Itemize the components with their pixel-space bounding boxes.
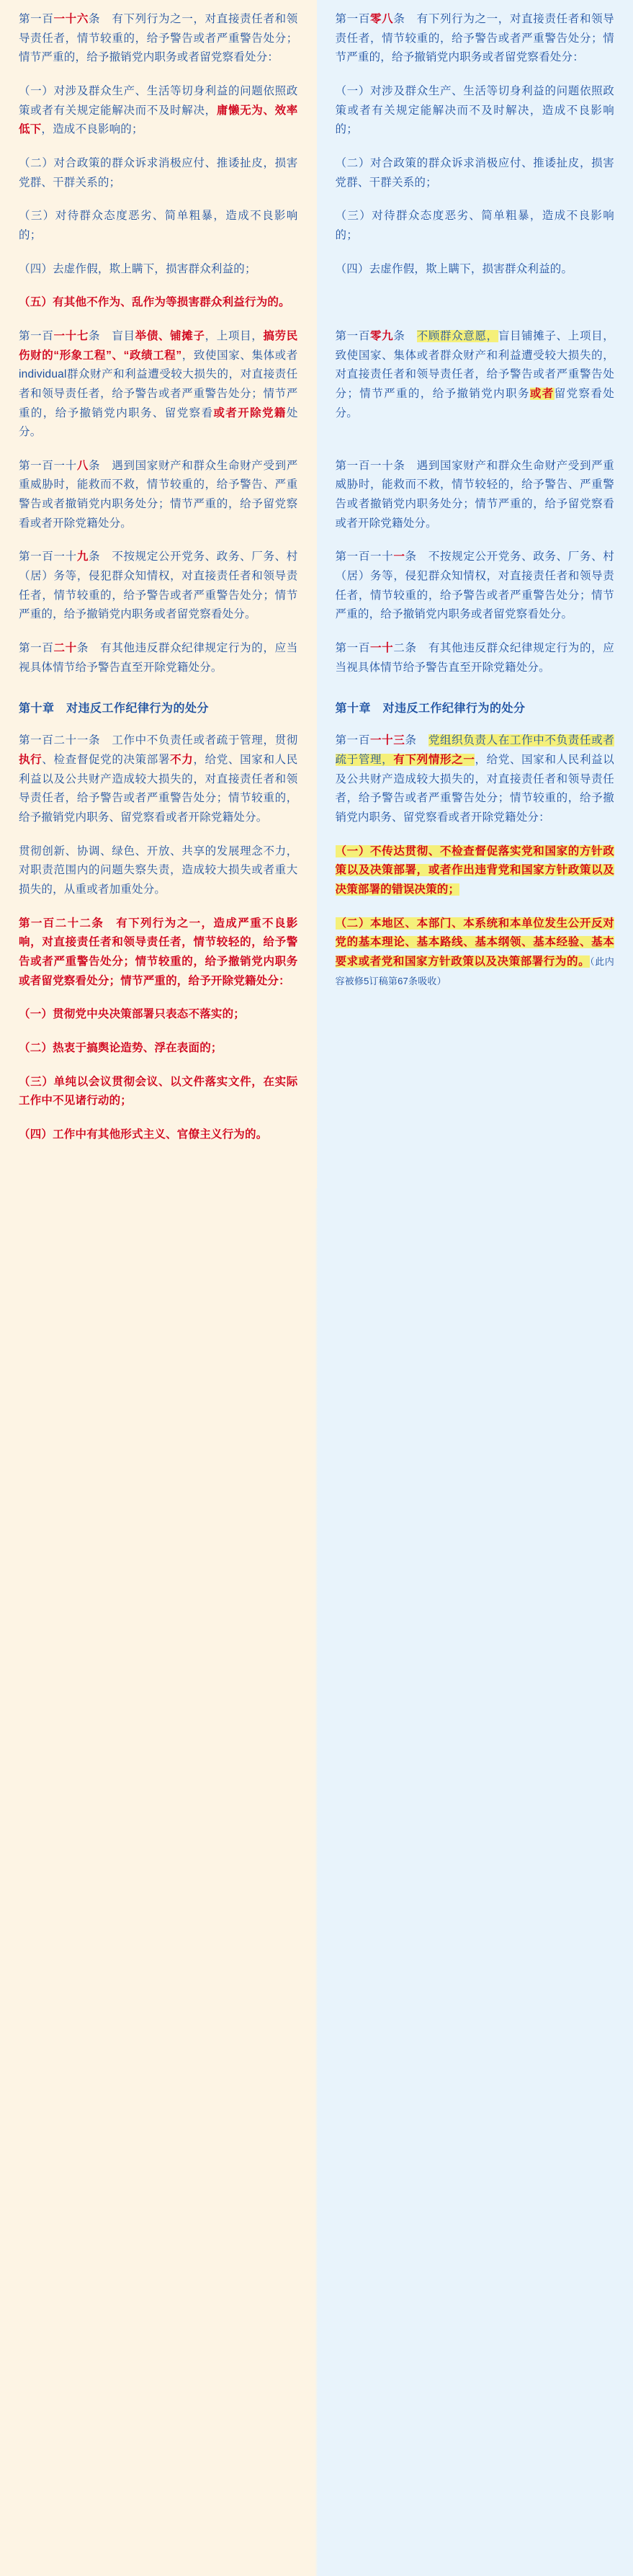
text-run: 或者开除党籍 [213,406,287,419]
text-run: 第一百 [335,329,370,342]
article-paragraph [336,457,615,534]
text-run: 八 [76,459,89,472]
text-run: ，上项目， [205,329,264,342]
text-run: 第一百 [19,329,54,342]
text-run: 二十 [53,642,77,655]
text-run: （四）工作中有其他形式主义、官僚主义行为的。 [19,1128,268,1141]
text-run: 在工作中不负责任或者疏于管理， [335,734,614,767]
article-item [19,1126,298,1145]
text-run: 盲目铺摊子、上项目，致使国家、集体或者群众财产和利益遭受较大损失的，对直接责任者和领导责任者，给予警告或者严重警告处分；情节严重的，给予撤销党内职务 [335,329,614,400]
text-run: 一 [393,551,405,563]
text-run: （三）对待群众态度恶劣、简单粗暴，造成不良影响的； [19,210,298,241]
text-run: 条 有下列行为之一，对直接责任者和领导责任者，情节较重的，给予警告或者严重警告处分；情节严重的，给予撤销党内职务或者留党察看处分： [19,13,298,64]
text-run: 第一百一十 [19,551,77,563]
text-run: 第一百一十 [335,551,394,563]
text-run: 第一百 [335,734,370,747]
article-paragraph [19,10,298,68]
article-item [336,914,615,991]
article-item [19,1005,298,1025]
text-run: 二条 有其他违反群众纪律规定行为的，应当视具体情节给予警告直至开除党籍处分。 [335,642,614,674]
article-item [19,1039,298,1059]
text-run: （四）去虚作假，欺上瞒下，损害群众利益的； [19,262,256,275]
two-column-comparison [0,0,633,1188]
article-paragraph [19,731,298,827]
text-run: 第一百一十 [19,459,77,472]
text-run: 九 [76,551,89,563]
article-paragraph [19,914,298,991]
text-run: 或者 [529,387,555,400]
article-paragraph [19,457,298,534]
text-run: 、检查督促党的决策部署 [42,754,171,767]
article-paragraph [336,639,615,677]
text-run: ，造成不良影响的； [41,123,143,136]
text-run: 搞劳民伤财的“形象工程”、“政绩工程” [19,329,298,362]
article-item [19,842,298,900]
article-item [336,154,615,192]
text-run: 条 [393,329,417,342]
layout-spacer [336,293,615,327]
text-run: 举债、铺摊子 [135,329,205,342]
text-run: 第一百一十条 遇到国家财产和群众生命财产受到严重威胁时，能救而不救，情节较轻的，给予警告、严重警告或者撤销党内职务处分；情节严重的，给予留党察看或者开除党籍处分。 [335,459,614,530]
article-paragraph [19,639,298,677]
article-item [336,842,615,900]
text-run: 一十六 [53,13,89,25]
text-run: 条 不按规定公开党务、政务、厂务、村（居）务等，侵犯群众知情权，对直接责任者和领导责任者，情节较重的，给予警告或者严重警告处分；情节严重的，给予撤销党内职务或者留党察看处分。 [335,551,614,621]
text-run: 不顾群众意愿， [416,329,498,342]
article-paragraph [336,10,615,68]
text-run: 一十 [370,642,394,655]
text-run: ，给党、国家和人民利益以及公共财产造成较大损失的，对直接责任者和领导责任者，给予警告或者严重警告处分；情节较重的，给予撤销党内职务、留党察看或者开除党籍处分。 [19,754,298,824]
text-run: 零八 [370,13,394,25]
text-run: ，给党、国家和人民利益以及公共财产造成较大损失的，对直接责任者和领导责任者，给予警告或者严重警告处分；情节较重的，给予撤销党内职务、留党察看或者开除党籍处分： [335,754,614,824]
text-run: （一）贯彻党中央决策部署只表态不落实的； [19,1008,246,1021]
text-run: 条 有其他违反群众纪律规定行为的，应当视具体情节给予警告直至开除党籍处分。 [19,642,298,674]
article-item [336,82,615,140]
text-run: 处分。 [19,406,298,439]
article-paragraph [19,327,298,442]
text-run: 条 不按规定公开党务、政务、厂务、村（居）务等，侵犯群众知情权，对直接责任者和领导责任者，情节较重的，给予警告或者严重警告处分；情节严重的，给予撤销党内职务或者留党察看处分。 [19,551,298,621]
article-paragraph [336,548,615,625]
text-run: 庸懒无为、效率低下 [19,104,298,136]
text-run: 第一百 [335,13,370,25]
text-run: （二）热衷于搞舆论造势、浮在表面的； [19,1041,223,1054]
text-run: 零九 [370,329,394,342]
text-run: （二）对合政策的群众诉求消极应付、推诿扯皮，损害党群、干群关系的； [335,156,614,189]
text-run: 党组织负责人 [428,734,498,747]
article-item [19,82,298,140]
text-run: ，致使国家、集体或者individual群众财产和利益遭受较大损失的，对直接责任者和领导责任者，给予警告或者严重警告处分；情节严重的，给予撤销党内职务、留党察看 [19,349,298,419]
text-run: 第一百二十一条 工作中不负责任或者疏于管理，贯彻 [19,734,298,747]
text-run: （三）对待群众态度恶劣、简单粗暴，造成不良影响的； [335,210,614,241]
text-run: 第一百 [19,642,54,655]
text-run: 贯彻创新、协调、绿色、开放、共享的发展理念不力，对职责范围内的问题失察失责，造成较大损失或者重大损失的，从重或者加重处分。 [19,844,298,896]
text-run: （二）对合政策的群众诉求消极应付、推诿扯皮，损害党群、干群关系的； [19,156,298,189]
article-paragraph [19,548,298,625]
text-run: 有下列情形之一 [393,754,475,767]
article-item [19,154,298,192]
text-run: （一）对涉及群众生产、生活等切身利益的问题依照政策或者有关规定能解决而不及时解决， [19,84,298,117]
text-run: （三）单纯以会议贯彻会议、以文件落实文件，在实际工作中不见诸行动的； [19,1075,298,1107]
text-run: 条 盲目 [89,329,135,342]
text-run: 条 遇到国家财产和群众生命财产受到严重威胁时，能救而不救，情节较重的，给予警告、严重警告或者撤销党内职务处分；情节严重的，给予留党察看或者开除党籍处分。 [19,459,298,530]
text-run: （四）去虚作假，欺上瞒下，损害群众利益的。 [335,262,573,275]
article-item [19,207,298,245]
article-item [19,1073,298,1111]
article-item [336,260,615,280]
article-paragraph [336,731,615,827]
layout-spacer [336,437,615,457]
article-item [336,207,615,245]
text-run: 条 有下列行为之一，对直接责任者和领导责任者，情节较重的，给予警告或者严重警告处分；情节严重的，给予撤销党内职务或者留党察看处分： [335,13,614,64]
text-run: 第十章 对违反工作纪律行为的处分 [19,703,210,716]
text-run: 第一百 [19,13,54,25]
article-paragraph [336,327,615,423]
text-run: 执行 [19,754,42,767]
column-before [0,0,317,1188]
column-after [317,0,633,1034]
text-run: （一）不传达贯彻、不检查督促落实党和国家的方针政策以及决策部署，或者作出违背党和国家方针政策以及决策部署的错误决策的； [335,844,614,896]
text-run: 一十七 [53,329,89,342]
text-run: 第一百 [335,642,370,655]
chapter-heading [336,699,615,716]
text-run: （二）本地区、本部门、本系统和本单位发生公开反对党的基本理论、基本路线、基本纲领、基本经验、基本要求或者党和国家方针政策以及决策部署行为的。 [335,917,614,968]
text-run: 留党察看处分。 [335,387,614,419]
text-run: （五）有其他不作为、乱作为等损害群众利益行为的。 [19,296,290,309]
text-run: 第一百二十二条 有下列行为之一，造成严重不良影响，对直接责任者和领导责任者，情节较轻的，给予警告或者严重警告处分；情节较重的，给予撤销党内职务或者留党察看处分；情节严重的，给予开除党籍处分： [19,917,298,987]
text-run: 条 [405,734,428,747]
text-run: 一十三 [370,734,405,747]
text-run: （此内容被修5订稿第67条吸收） [335,955,614,986]
article-item [19,293,298,313]
text-run: 不力 [170,754,194,767]
text-run: 第十章 对违反工作纪律行为的处分 [335,703,526,716]
text-run: （一）对涉及群众生产、生活等切身利益的问题依照政策或者有关规定能解决而不及时解决，造成不良影响的； [335,84,614,136]
article-item [19,260,298,280]
chapter-heading [19,699,298,716]
